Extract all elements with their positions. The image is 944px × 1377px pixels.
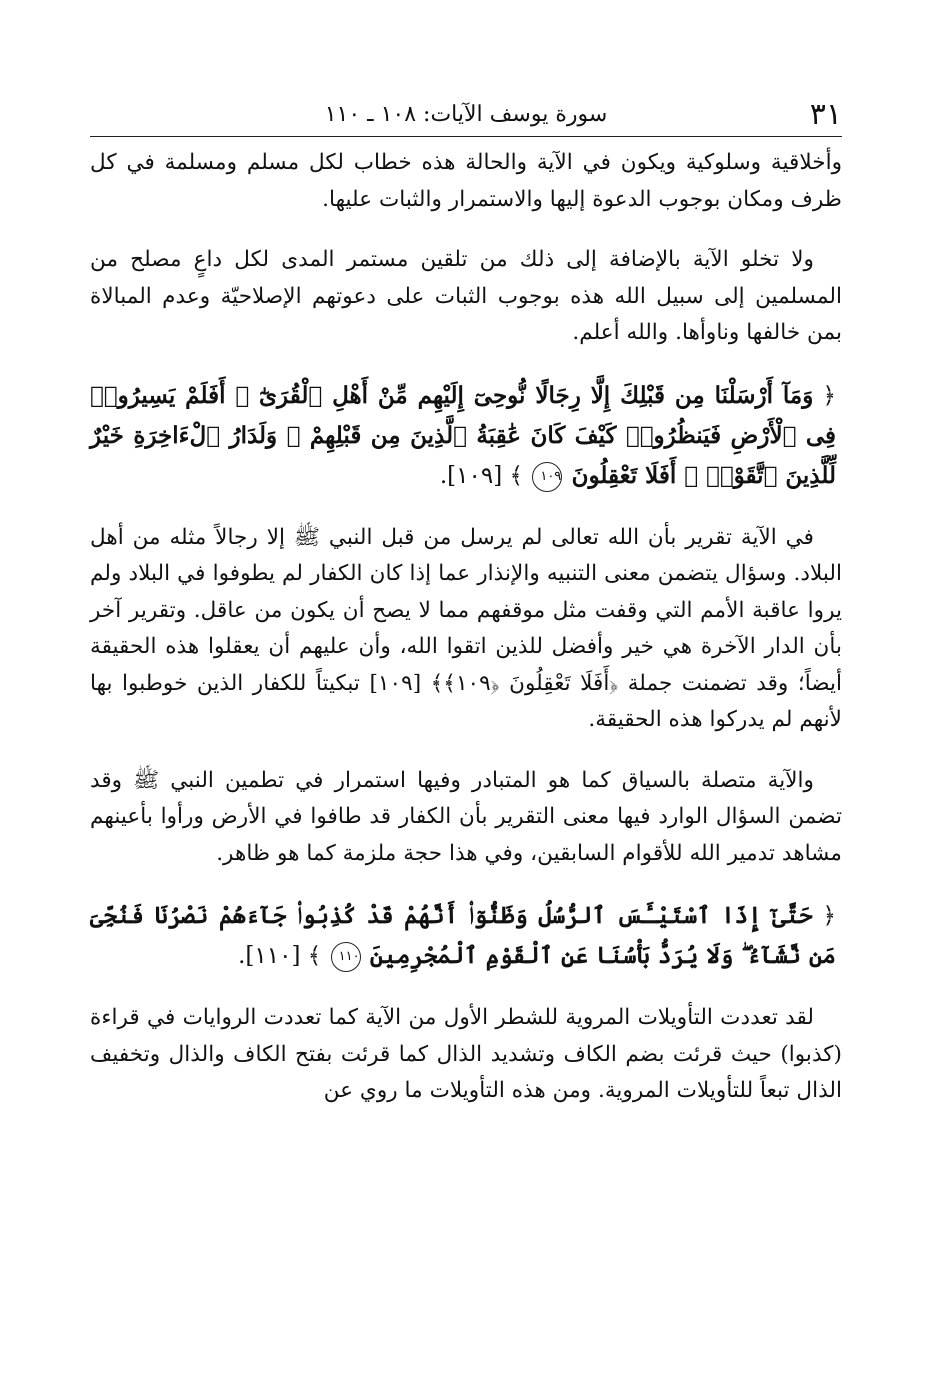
page-number: ٣١ xyxy=(809,97,842,132)
paragraph: في الآية تقرير بأن الله تعالى لم يرسل من قبل النبي ﷺ إلا رجالاً مثله من أهل البلاد. وسؤال يتضمن معنى التنبيه والإنذار عما إذا كان الكفار لم يطوفوا في البلاد ولم يروا عاقبة الأمم التي وقفت مثل موقفهم مما لا يصح أن يكون من عاقل. وتقرير آخر بأن الدار الآخرة هي خير وأفضل للذين اتقوا الله، وأن عليهم أن يعقلوا هذه الحقيقة أيضاً؛ وقد تضمنت جملة ﴿أَفَلَا تَعْقِلُونَ ﴿١٠٩﴾﴾ [١٠٩] تبكيتاً للكفار الذين خوطبوا بها لأنهم لم يدركوا هذه الحقيقة. xyxy=(90,524,843,732)
verse-text: وَمَآ أَرْسَلْنَا مِن قَبْلِكَ إِلَّا رِجَالًا نُّوحِىٓ إِلَيْهِم مِّنْ أَهْلِ ٱلْقُرَىٰٓ ۗ أَفَلَمْ يَسِيرُوا۟ فِى ٱلْأَرْضِ فَيَنظُرُوا۟ كَيْفَ كَانَ عَٰقِبَةُ ٱلَّذِينَ مِن قَبْلِهِمْ ۗ وَلَدَارُ ٱلْءَاخِرَةِ خَيْرٌ لِّلَّذِينَ ٱتَّقَوْا۟ ۗ أَفَلَا تَعْقِلُونَ xyxy=(90,381,836,489)
ayah-number-marker: ١١٠ xyxy=(331,942,361,972)
page-header xyxy=(90,92,842,137)
paragraph: ولا تخلو الآية بالإضافة إلى ذلك من تلقين مستمر المدى لكل داعٍ مصلح من المسلمين إلى سبيل الله هذه بوجوب الثبات على دعوتهم الإصلاحيّة وعدم المبالاة بمن خالفها وناوأها. والله أعلم. xyxy=(90,247,842,345)
quran-verse-109 xyxy=(90,376,842,496)
paragraph: وأخلاقية وسلوكية ويكون في الآية والحالة هذه خطاب لكل مسلم ومسلمة في كل ظرف ومكان بوجوب الدعوة إليها والاستمرار والثبات عليها. xyxy=(90,150,842,212)
verse-reference: [١١٠]. xyxy=(238,943,301,969)
ayah-number-marker: ١٠٩ xyxy=(532,462,562,492)
quran-verse-110 xyxy=(90,896,842,976)
verse-reference: [١٠٩]. xyxy=(439,462,503,489)
book-page xyxy=(90,92,842,1134)
verse-open-bracket: ﴿ xyxy=(822,382,836,409)
verse-close-bracket: ﴾ xyxy=(307,943,322,969)
page-content xyxy=(90,145,842,1110)
paragraph: والآية متصلة بالسياق كما هو المتبادر وفيها استمرار في تطمين النبي ﷺ وقد تضمن السؤال الوارد فيها معنى التقرير بأن الكفار قد طافوا في الأرض ورأوا بأعينهم مشاهد تدمير الله للأقوام السابقين، وفي هذا حجة ملزمة كما هو ظاهر. xyxy=(90,767,842,866)
verse-close-bracket: ﴾ xyxy=(509,462,523,489)
running-title: سورة يوسف الآيات: ١٠٨ ـ ١١٠ xyxy=(324,102,608,127)
verse-open-bracket: ﴿ xyxy=(822,903,836,929)
paragraph: لقد تعددت التأويلات المروية للشطر الأول من الآية كما تعددت الروايات في قراءة (كذبوا) حيث قرئت بضم الكاف وتشديد الذال كما قرئت بفتح الكاف والذال وتخفيف الذال تبعاً للتأويلات المروية. ومن هذه التأويلات ما روي عن xyxy=(90,1005,842,1103)
verse-text: حَتَّىٰٓ إِذَا ٱسْتَيْـَٔسَ ٱلرُّسُلُ وَظَنُّوٓا۟ أَنَّهُمْ قَدْ كُذِبُوا۟ جَآءَهُمْ نَصْرُنَا فَنُجِّىَ مَن نَّشَآءُ ۖ وَلَا يُرَدُّ بَأْسُنَا عَنِ ٱلْقَوْمِ ٱلْمُجْرِمِينَ xyxy=(90,902,836,969)
